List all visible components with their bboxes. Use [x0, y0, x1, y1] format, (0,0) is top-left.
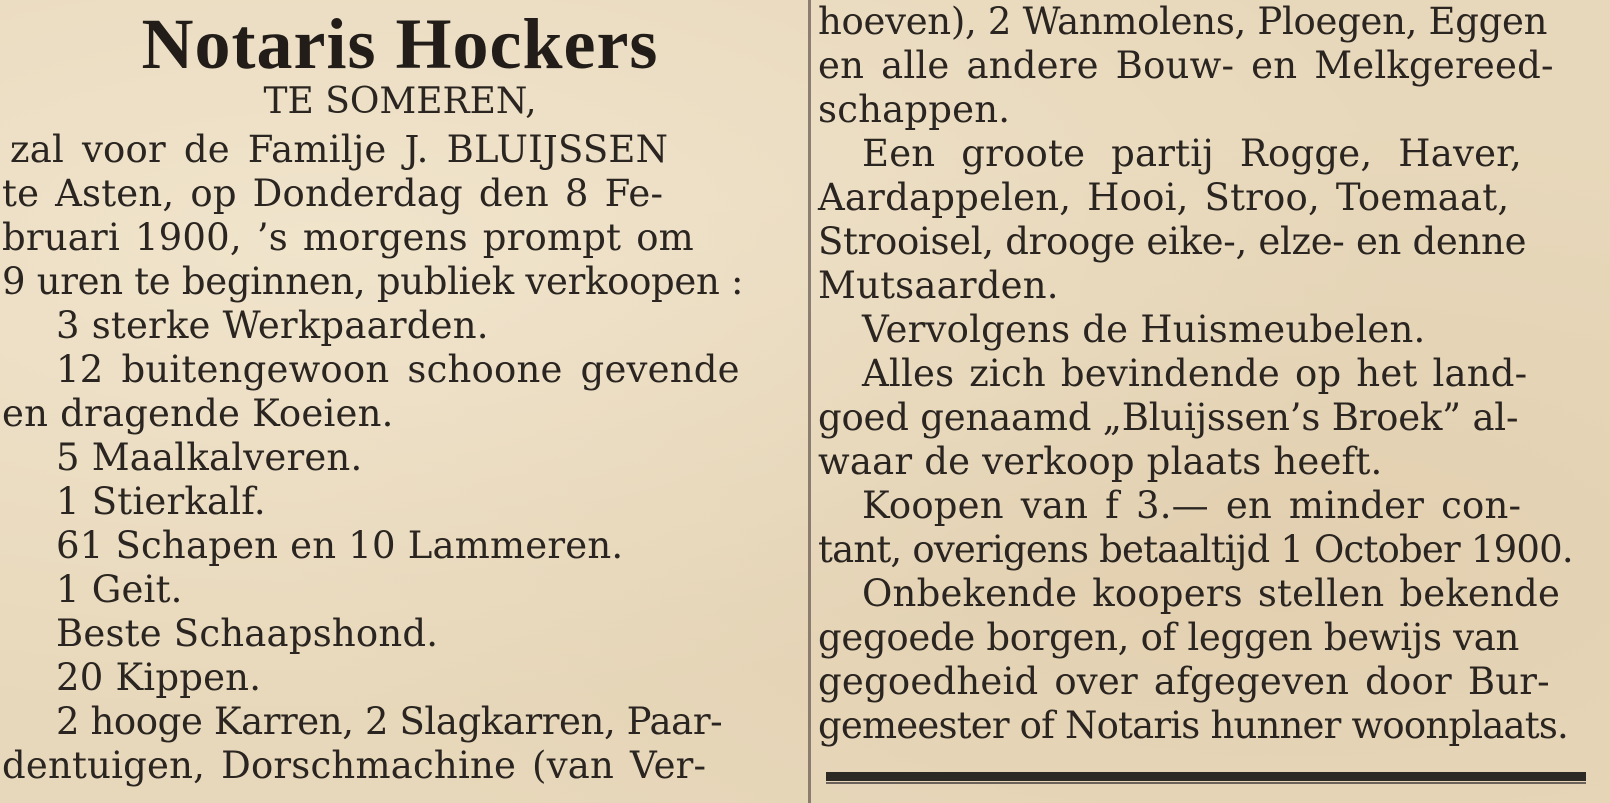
text-line: 3 sterke Werkpaarden. [56, 304, 489, 347]
text-line: goed genaamd „Bluijssen’s Broek” al- [818, 396, 1519, 439]
text-line: waar de verkoop plaats heeft. [818, 440, 1383, 483]
text-line: en alle andere Bouw- en Melkgereed- [818, 44, 1554, 87]
text-line: 5 Maalkalveren. [56, 436, 363, 479]
text-line: tant, overigens betaaltijd 1 October 1900. [818, 528, 1573, 571]
text-line: Vervolgens de Huismeubelen. [862, 308, 1426, 351]
text-line: te Asten, op Donderdag den 8 Fe- [2, 172, 664, 215]
column-divider [808, 0, 811, 803]
text-line: Een groote partij Rogge, Haver, [862, 132, 1522, 175]
text-line: Aardappelen, Hooi, Stroo, Toemaat, [818, 176, 1510, 219]
text-line: Strooisel, drooge eike-, elze- en denne [818, 220, 1527, 263]
text-line: Mutsaarden. [818, 264, 1059, 307]
text-line: bruari 1900, ’s morgens prompt om [2, 216, 694, 259]
closing-rule-thin [826, 782, 1586, 784]
text-line: 2 hooge Karren, 2 Slagkarren, Paar- [56, 700, 723, 743]
text-line: schappen. [818, 88, 1011, 131]
notice-title: Notaris Hockers [141, 4, 659, 84]
right-column [818, 0, 1610, 803]
text-line: 12 buitengewoon schoone gevende [56, 348, 740, 391]
text-line: gemeester of Notaris hunner woonplaats. [818, 704, 1569, 747]
text-line: 1 Stierkalf. [56, 480, 266, 523]
text-line: Onbekende koopers stellen bekende [862, 572, 1561, 615]
text-line: 61 Schapen en 10 Lammeren. [56, 524, 624, 567]
text-line: 9 uren te beginnen, publiek verkoopen : [2, 260, 744, 303]
closing-rule [826, 772, 1586, 781]
notice-subtitle: TE SOMEREN, [263, 81, 537, 122]
text-line: gegoede borgen, of leggen bewijs van [818, 616, 1519, 659]
text-line: en dragende Koeien. [2, 392, 394, 435]
text-line: hoeven), 2 Wanmolens, Ploegen, Eggen [818, 0, 1548, 43]
text-line: dentuigen, Dorschmachine (van Ver- [2, 744, 707, 787]
text-line: Koopen van f 3.— en minder con- [862, 484, 1522, 527]
text-line: Alles zich bevindende op het land- [862, 352, 1528, 395]
text-line: 1 Geit. [56, 568, 183, 611]
text-line: Beste Schaapshond. [56, 612, 439, 655]
text-line: zal voor de Familje J. BLUIJSSEN [10, 128, 669, 171]
text-line: 20 Kippen. [56, 656, 262, 699]
text-line: gegoedheid over afgegeven door Bur- [818, 660, 1550, 703]
